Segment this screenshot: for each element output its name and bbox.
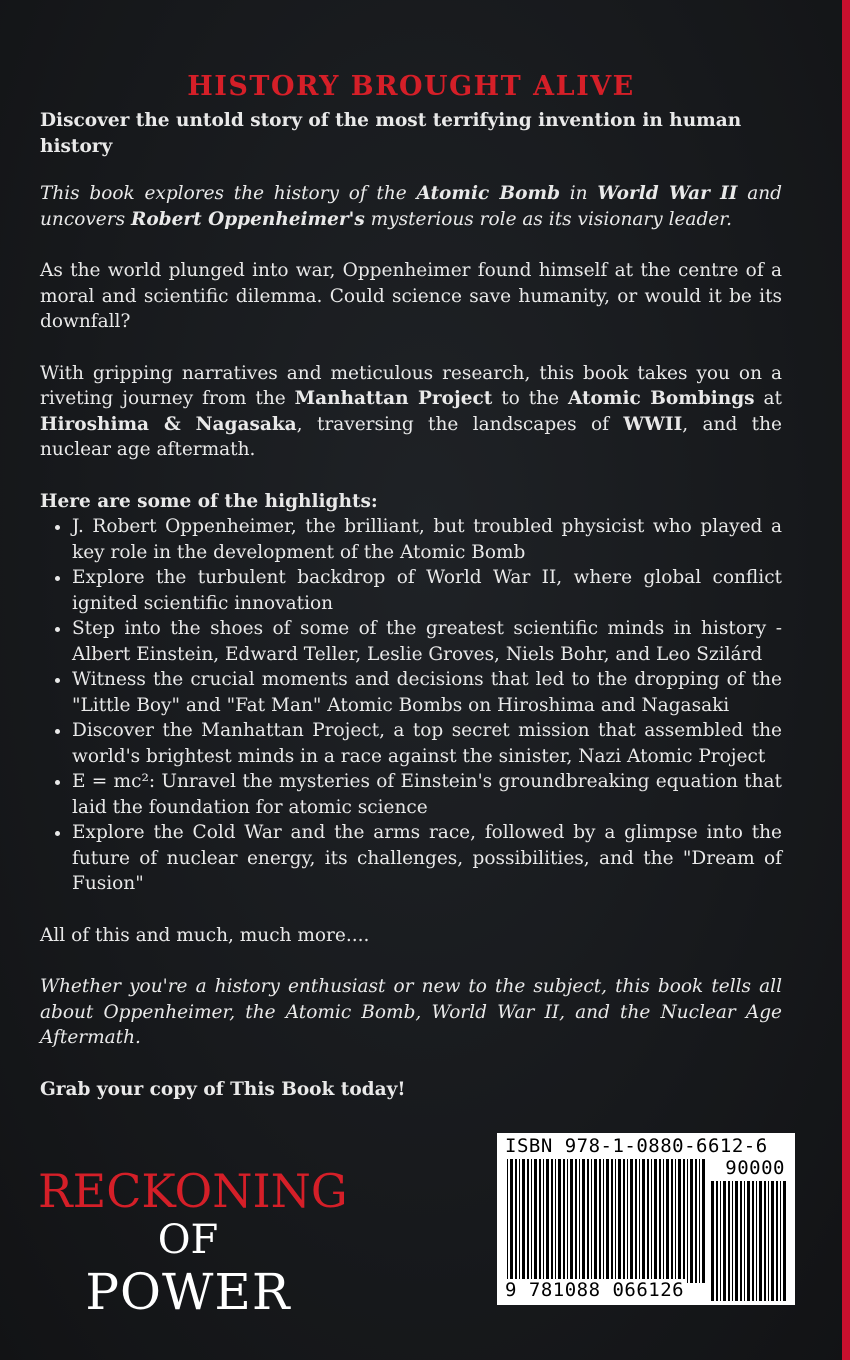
barcode-bar bbox=[752, 1181, 754, 1301]
barcode-bar bbox=[647, 1159, 649, 1283]
barcode-bar bbox=[744, 1181, 745, 1301]
title-line-3: POWER bbox=[85, 1263, 291, 1321]
barcode-bar bbox=[558, 1159, 561, 1283]
closing-paragraph: Whether you're a history enthusiast or new to the subject, this book tells all about Oppenheimer, the Atomic Bomb, World War II, and the Nuclear Age Aftermath. bbox=[40, 976, 782, 1048]
barcode-bar bbox=[776, 1181, 778, 1301]
barcode-bar bbox=[507, 1159, 508, 1283]
barcode-bar bbox=[606, 1159, 609, 1283]
back-cover-text bbox=[40, 70, 782, 1128]
barcode-bar bbox=[666, 1159, 669, 1283]
barcode-bar bbox=[575, 1159, 577, 1283]
barcode-bars bbox=[505, 1159, 705, 1283]
highlight-item: • Explore the turbulent backdrop of World War II, where global conflict ignited scientific innovation bbox=[72, 565, 782, 616]
barcode-bar bbox=[702, 1159, 705, 1283]
ean-digits: 9 781088 066126 bbox=[505, 1279, 685, 1301]
barcode-bar bbox=[510, 1159, 513, 1283]
barcode-bar bbox=[687, 1159, 688, 1283]
title-line-2: OF bbox=[157, 1217, 219, 1263]
barcode-bar bbox=[639, 1159, 640, 1283]
highlights-title: Here are some of the highlights: bbox=[40, 490, 378, 512]
barcode-bar bbox=[570, 1159, 573, 1283]
barcode-bar bbox=[527, 1159, 529, 1283]
barcode-bar bbox=[594, 1159, 597, 1283]
barcode-bar bbox=[671, 1159, 673, 1283]
barcode-bar bbox=[515, 1159, 517, 1283]
barcode-bar bbox=[728, 1181, 730, 1301]
barcode-bar bbox=[603, 1159, 604, 1283]
barcode-bar bbox=[522, 1159, 525, 1283]
barcode-bar bbox=[764, 1181, 766, 1301]
barcode-bar bbox=[651, 1159, 652, 1283]
barcode-bar bbox=[555, 1159, 556, 1283]
barcode-bar bbox=[531, 1159, 532, 1283]
barcode-bar bbox=[546, 1159, 549, 1283]
highlight-item: • Explore the Cold War and the arms race, followed by a glimpse into the future of nuclear energy, its challenges, possibilities, and the "Dream of Fusion" bbox=[72, 820, 782, 897]
red-edge-stripe bbox=[842, 0, 850, 1360]
barcode-bar bbox=[567, 1159, 568, 1283]
isbn-text: ISBN 978-1-0880-6612-6 bbox=[505, 1135, 768, 1157]
barcode-bar bbox=[551, 1159, 553, 1283]
barcode-bar bbox=[695, 1159, 697, 1283]
barcode-bar bbox=[771, 1181, 774, 1301]
barcode-bar bbox=[563, 1159, 565, 1283]
journey-paragraph: With gripping narratives and meticulous research, this book takes you on a riveting journey from the Manhattan Project to the Atomic Bombings at Hiroshima & Nagasaka, traversing the landscapes of WWII, and the nuclear age aftermath. bbox=[40, 362, 782, 460]
barcode-bar bbox=[723, 1181, 726, 1301]
subheadline: Discover the untold story of the most terrifying invention in human history bbox=[40, 110, 742, 157]
barcode-bar bbox=[630, 1159, 633, 1283]
highlight-item: • E = mc²: Unravel the mysteries of Einstein's groundbreaking equation that laid the foundation for atomic science bbox=[72, 769, 782, 820]
barcode-bar bbox=[675, 1159, 676, 1283]
barcode-bar bbox=[627, 1159, 628, 1283]
barcode-bar bbox=[759, 1181, 762, 1301]
highlight-item: • Step into the shoes of some of the greatest scientific minds in history - Albert Einstein, Edward Teller, Leslie Groves, Niels Bohr, and Leo Szilárd bbox=[72, 616, 782, 667]
barcode-bar bbox=[747, 1181, 750, 1301]
headline: HISTORY BROUGHT ALIVE bbox=[187, 71, 635, 102]
barcode-bar bbox=[635, 1159, 637, 1283]
barcode-bar bbox=[654, 1159, 657, 1283]
barcode-bar bbox=[599, 1159, 601, 1283]
barcode-bar bbox=[659, 1159, 661, 1283]
isbn-barcode bbox=[497, 1133, 795, 1305]
barcode-bar bbox=[756, 1181, 757, 1301]
barcode-bar bbox=[783, 1181, 786, 1301]
barcode-bar bbox=[519, 1159, 520, 1283]
barcode-bar bbox=[678, 1159, 681, 1283]
barcode-bar bbox=[690, 1159, 693, 1283]
barcode-bar bbox=[623, 1159, 625, 1283]
barcode-bar bbox=[615, 1159, 616, 1283]
barcode-bar bbox=[768, 1181, 769, 1301]
barcode-bar bbox=[582, 1159, 585, 1283]
barcode-bar bbox=[716, 1181, 718, 1301]
highlight-item: • Witness the crucial moments and decisions that led to the dropping of the "Little Boy" and "Fat Man" Atomic Bombs on Hiroshima and Nagasaki bbox=[72, 667, 782, 718]
title-line-1: RECKONING bbox=[38, 1164, 348, 1218]
barcode-bar bbox=[699, 1159, 700, 1283]
barcode-bar bbox=[579, 1159, 580, 1283]
book-title bbox=[38, 1164, 348, 1321]
addon-barcode-bars bbox=[709, 1181, 787, 1301]
barcode-bar bbox=[642, 1159, 645, 1283]
barcode-bar bbox=[534, 1159, 537, 1283]
barcode-bar bbox=[543, 1159, 544, 1283]
barcode-bar bbox=[732, 1181, 733, 1301]
barcode-bar bbox=[539, 1159, 541, 1283]
intro-paragraph: This book explores the history of the Atomic Bomb in World War II and uncovers Robert Oppenheimer's mysterious role as its visionary leader. bbox=[40, 183, 782, 230]
barcode-bar bbox=[663, 1159, 664, 1283]
more-text: All of this and much, much more.... bbox=[40, 924, 370, 946]
barcode-bar bbox=[591, 1159, 592, 1283]
barcode-bar bbox=[618, 1159, 621, 1283]
highlights-list bbox=[40, 514, 782, 897]
barcode-bar bbox=[587, 1159, 589, 1283]
call-to-action: Grab your copy of This Book today! bbox=[40, 1078, 406, 1100]
barcode-bar bbox=[780, 1181, 781, 1301]
barcode-bar bbox=[720, 1181, 721, 1301]
barcode-bar bbox=[735, 1181, 738, 1301]
barcode-bar bbox=[683, 1159, 685, 1283]
price-addon-text: 90000 bbox=[725, 1157, 785, 1179]
barcode-bar bbox=[740, 1181, 742, 1301]
war-paragraph: As the world plunged into war, Oppenheimer found himself at the centre of a moral and scientific dilemma. Could science save humanity, or would it be its downfall? bbox=[40, 260, 782, 332]
highlight-item: • Discover the Manhattan Project, a top secret mission that assembled the world's brightest minds in a race against the sinister, Nazi Atomic Project bbox=[72, 718, 782, 769]
barcode-bar bbox=[611, 1159, 613, 1283]
barcode-bar bbox=[711, 1181, 714, 1301]
highlight-item: • J. Robert Oppenheimer, the brilliant, but troubled physicist who played a key role in the development of the Atomic Bomb bbox=[72, 514, 782, 565]
